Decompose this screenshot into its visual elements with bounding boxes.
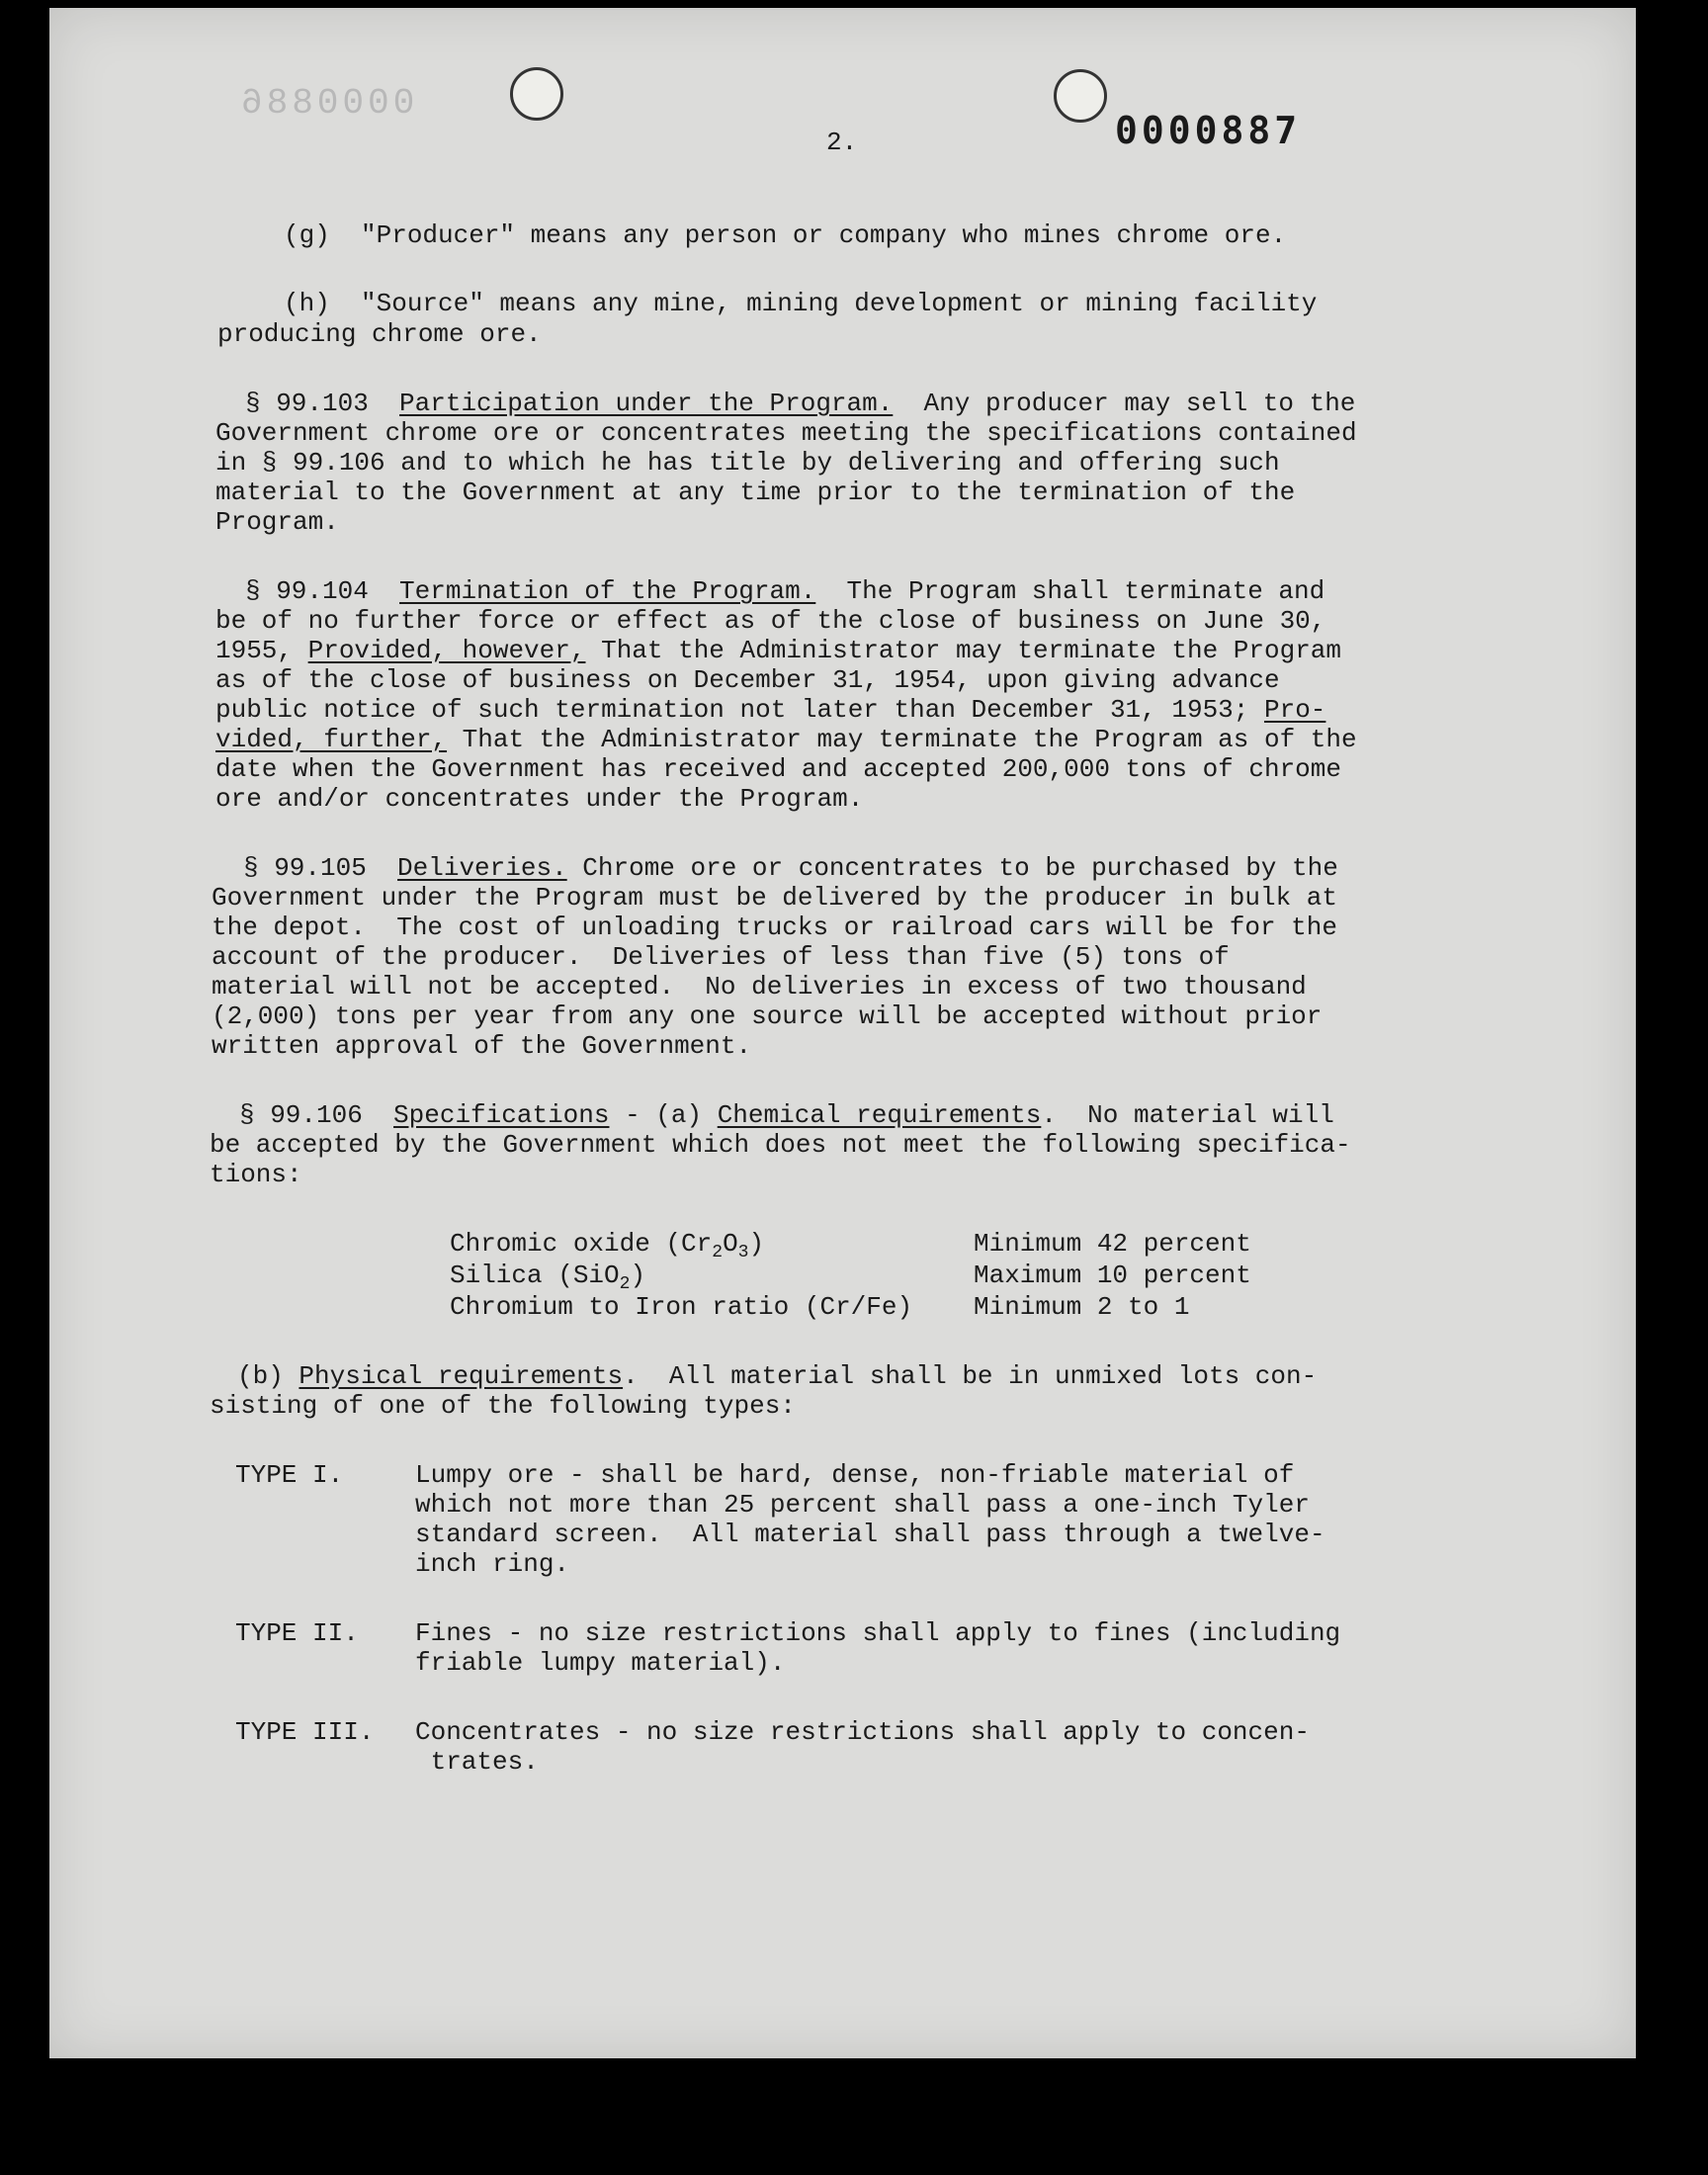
section-text: - (a) [609,1100,718,1130]
section-text: Any producer may sell to the [893,389,1356,418]
type-text-line: standard screen. All material shall pass through a twelve- [415,1520,1325,1549]
section-104-line6 [215,724,1357,756]
section-105-line4: account of the producer. Deliveries of less than five (5) tons of [212,942,1230,972]
document-page [49,8,1636,2058]
type-text-line: Fines - no size restrictions shall apply to fines (including [415,1618,1341,1648]
section-text: public notice of such termination not later than December 31, 1953; [215,695,1264,725]
section-text: 1955, [215,636,308,665]
section-106-line3: tions: [210,1160,302,1189]
spec-name: Chromic oxide $(Cr_2O_3)$ [450,1229,765,1262]
type-label: TYPE II. [235,1618,359,1648]
section-105-line3: the depot. The cost of unloading trucks or railroad cars will be for the [212,913,1337,942]
type-text-line: which not more than 25 percent shall pass a one-inch Tyler [415,1490,1310,1520]
section-title: Participation under the Program. [399,389,894,418]
section-title: Termination of the Program. [399,576,816,606]
section-title: Deliveries. [397,853,567,883]
spec-value: Minimum 42 percent [974,1229,1251,1259]
document-stamp-number: 0000887 [1115,109,1302,152]
section-text: That the Administrator may terminate the Program [585,636,1342,665]
physical-line2: sisting of one of the following types: [210,1391,796,1421]
proviso-phrase: vided, further, [215,725,448,754]
scanner-background [0,2058,1708,2175]
section-103-line5: Program. [215,507,339,537]
section-104-line8: ore and/or concentrates under the Program. [215,784,864,814]
section-105-line7: written approval of the Government. [212,1031,752,1061]
section-text: The Program shall terminate and [815,576,1325,606]
section-104-line4: as of the close of business on December 31, 1954, upon giving advance [215,665,1280,695]
punch-hole-left [510,67,563,121]
definition-g: (g) "Producer" means any person or company who mines chrome ore. [284,220,1287,250]
spec-name: Silica (SiO$_2$) [450,1261,646,1294]
section-106-line1 [239,1099,1334,1132]
punch-hole-right [1054,69,1107,123]
definition-h-line1: (h) "Source" means any mine, mining development or mining facility [284,289,1318,318]
section-text: . All material shall be in unmixed lots con- [623,1361,1318,1391]
subsection-title: Physical requirements [299,1361,624,1391]
section-number: § 99.104 [245,576,369,606]
section-number: § 99.103 [245,389,369,418]
section-text: Chrome ore or concentrates to be purchased by the [566,853,1338,883]
section-103-line1 [245,388,1355,420]
section-104-line1 [245,575,1324,608]
spec-name: Chromium to Iron ratio (Cr/Fe) [450,1292,913,1322]
section-104-line3 [215,635,1341,667]
type-label: TYPE I. [235,1460,344,1490]
physical-line1 [237,1360,1317,1393]
section-text: . No material will [1041,1100,1334,1130]
spec-value: Maximum 10 percent [974,1261,1251,1290]
section-105-line2: Government under the Program must be delivered by the producer in bulk at [212,883,1337,913]
section-105-line5: material will not be accepted. No deliveries in excess of two thousand [212,972,1307,1001]
section-103-line3: in § 99.106 and to which he has title by delivering and offering such [215,448,1280,478]
proviso-phrase: Pro- [1263,695,1326,725]
section-104-line5 [215,694,1325,727]
type-text-line: friable lumpy material). [415,1648,786,1678]
subsection-title: Chemical requirements [717,1100,1042,1130]
spec-value: Minimum 2 to 1 [974,1292,1190,1322]
type-text-line: Lumpy ore - shall be hard, dense, non-friable material of [415,1460,1295,1490]
bleed-through-stamp: 0000886 [237,83,415,124]
section-104-line2: be of no further force or effect as of the close of business on June 30, [215,606,1326,636]
section-number: § 99.105 [243,853,367,883]
section-title: Specifications [393,1100,610,1130]
section-105-line1 [243,852,1338,885]
type-text-line: Concentrates - no size restrictions shall apply to concen- [415,1717,1310,1747]
section-103-line4: material to the Government at any time prior to the termination of the [215,478,1296,507]
page-number: 2. [826,128,858,157]
proviso-phrase: Provided, however, [307,636,586,665]
type-text-line: inch ring. [415,1549,570,1579]
section-104-line7: date when the Government has received and accepted 200,000 tons of chrome [215,754,1341,784]
section-106-line2: be accepted by the Government which does not meet the following specifica- [210,1130,1351,1160]
section-103-line2: Government chrome ore or concentrates meeting the specifications contained [215,418,1357,448]
definition-h-line2: producing chrome ore. [217,319,542,349]
section-105-line6: (2,000) tons per year from any one source will be accepted without prior [212,1001,1323,1031]
section-number: § 99.106 [239,1100,363,1130]
section-text: That the Administrator may terminate the Program as of the [447,725,1357,754]
type-text-line: trates. [415,1747,539,1777]
type-label: TYPE III. [235,1717,375,1747]
section-text: (b) [237,1361,299,1391]
